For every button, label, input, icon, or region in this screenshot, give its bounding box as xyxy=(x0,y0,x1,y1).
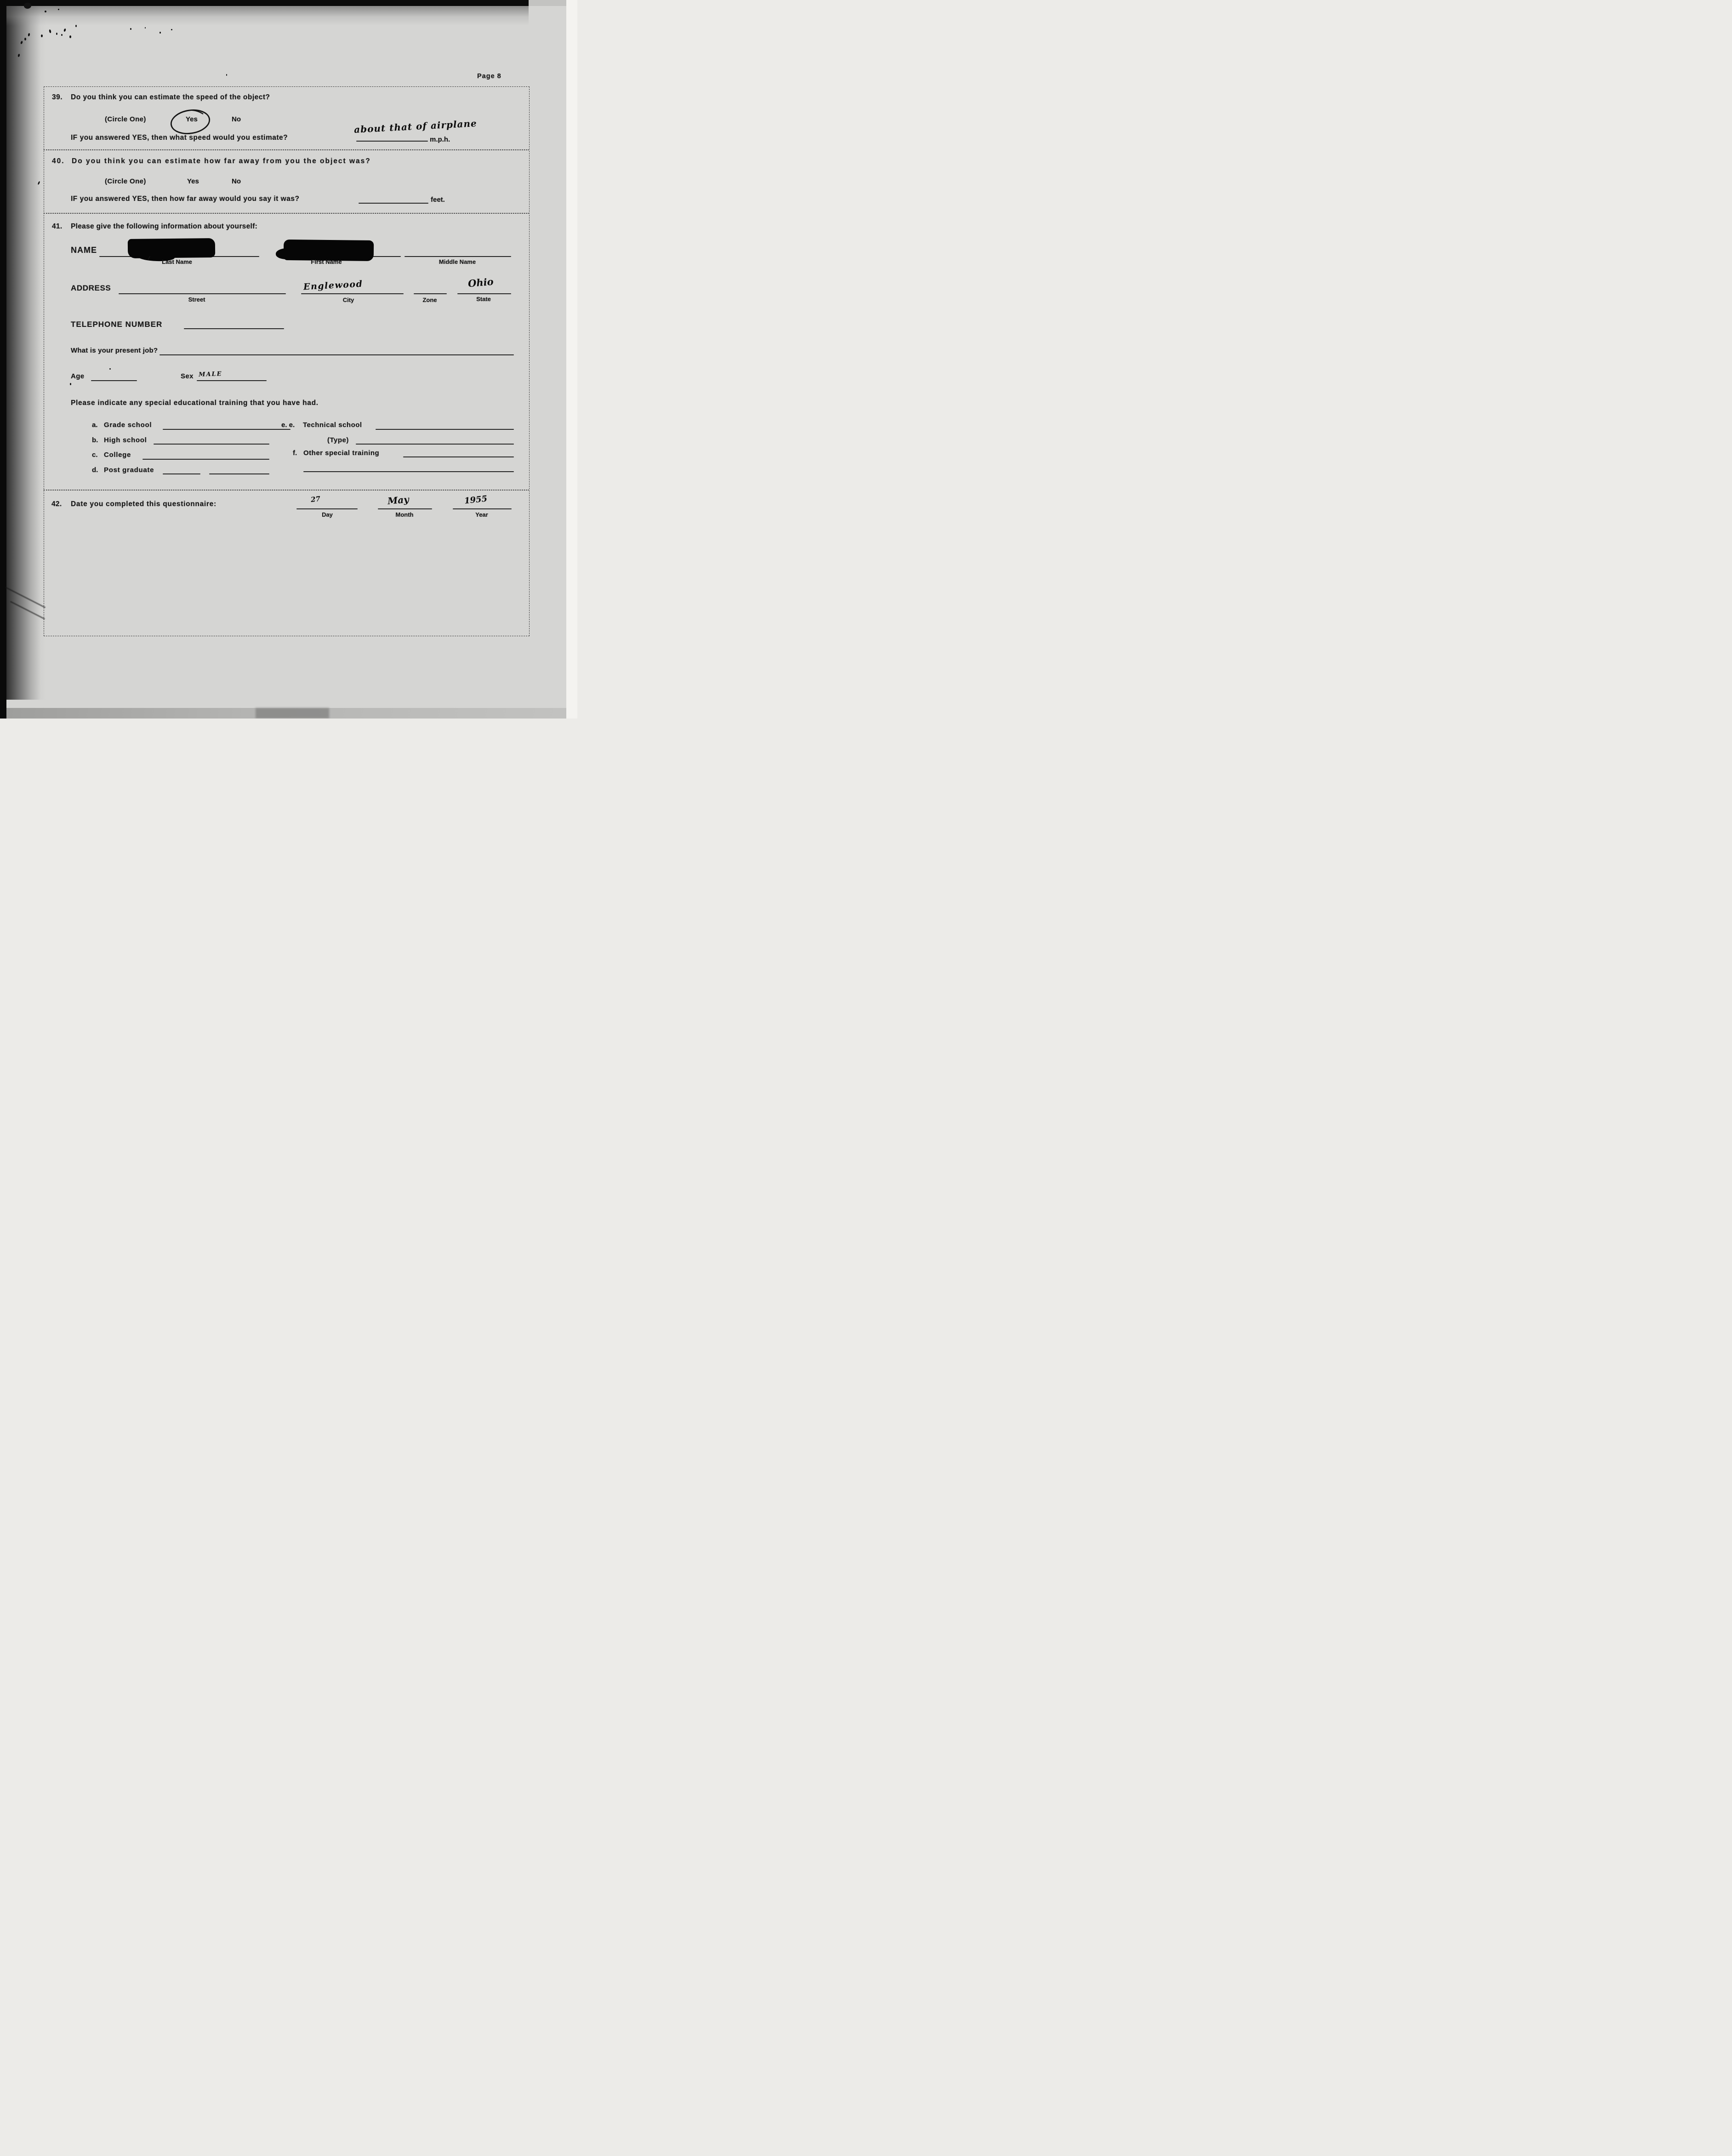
handwritten-year: 1955 xyxy=(464,494,488,506)
answer-no: No xyxy=(232,115,241,123)
speck xyxy=(61,34,63,36)
answer-yes: Yes xyxy=(187,177,199,185)
handwritten-speed-answer: about that of airplane xyxy=(353,118,478,135)
telephone-line xyxy=(184,328,284,329)
speck xyxy=(41,34,43,37)
speck xyxy=(145,27,146,29)
mph-unit: m.p.h. xyxy=(430,136,450,143)
edu-e-line xyxy=(376,429,514,430)
edu-b-key: b. xyxy=(92,436,98,444)
edu-a-line xyxy=(163,429,291,430)
state-line xyxy=(457,293,511,294)
edu-d-line-2 xyxy=(209,473,269,474)
age-label: Age xyxy=(71,372,85,380)
middle-name-caption: Middle Name xyxy=(439,258,476,265)
edu-type-line xyxy=(356,444,514,445)
speck xyxy=(226,74,227,76)
year-caption: Year xyxy=(475,511,488,518)
distance-answer-line xyxy=(359,203,428,204)
edu-f-label: Other special training xyxy=(303,449,380,457)
answer-yes: Yes xyxy=(186,115,198,123)
speck xyxy=(69,35,71,38)
answer-no: No xyxy=(232,177,241,185)
edu-c-line xyxy=(142,459,269,460)
question-number: 41. xyxy=(52,222,63,230)
speck xyxy=(130,28,131,30)
age-line xyxy=(91,380,137,381)
handwritten-sex: male xyxy=(198,368,222,379)
speck xyxy=(160,32,161,34)
question-number: 39. xyxy=(52,93,63,101)
speck xyxy=(58,9,59,10)
street-caption: Street xyxy=(188,296,205,303)
edu-e-label: Technical school xyxy=(303,421,362,429)
edu-b-label: High school xyxy=(104,436,147,444)
question-text: Date you completed this questionnaire: xyxy=(71,500,216,508)
film-edge-top-right xyxy=(529,0,566,6)
edu-c-label: College xyxy=(104,451,131,459)
month-line xyxy=(378,508,432,509)
zone-line xyxy=(414,293,447,294)
speed-answer-line xyxy=(356,141,428,142)
street-line xyxy=(119,293,286,294)
question-text: Please give the following information about yourself: xyxy=(71,222,258,230)
edu-b-line xyxy=(154,444,269,445)
job-label: What is your present job? xyxy=(71,347,158,354)
middle-name-line xyxy=(405,256,511,257)
film-edge-left xyxy=(0,0,6,719)
section-separator xyxy=(44,213,529,214)
circle-one-label: (Circle One) xyxy=(105,115,146,123)
year-line xyxy=(453,508,512,509)
speck xyxy=(75,25,77,27)
handwritten-city: Englewood xyxy=(303,279,363,292)
scan-smudge xyxy=(256,708,329,719)
question-number: 40. xyxy=(52,157,65,165)
speck xyxy=(45,11,46,12)
feet-unit: feet. xyxy=(431,196,445,204)
form-border xyxy=(44,86,530,636)
handwritten-day: 27 xyxy=(310,494,321,504)
name-label: NAME xyxy=(71,245,97,255)
sex-label: Sex xyxy=(181,372,194,380)
address-label: ADDRESS xyxy=(71,284,111,292)
speck xyxy=(56,33,57,35)
edu-f-key: f. xyxy=(293,449,297,457)
speck xyxy=(24,38,26,40)
speck xyxy=(171,29,172,30)
section-separator xyxy=(44,490,529,491)
question-text: Do you think you can estimate how far away from you the object was? xyxy=(72,157,371,165)
last-name-caption: Last Name xyxy=(162,258,192,265)
city-line xyxy=(301,293,404,294)
edu-d-line-1 xyxy=(163,473,200,474)
handwritten-month: May xyxy=(387,494,410,507)
day-line xyxy=(296,508,358,509)
edu-d-label: Post graduate xyxy=(104,466,154,474)
hand-drawn-circle xyxy=(169,108,211,135)
edu-e-key: e. e. xyxy=(281,421,295,429)
handwritten-state: Ohio xyxy=(467,275,494,290)
edu-a-label: Grade school xyxy=(104,421,152,429)
page-number: Page 8 xyxy=(477,73,501,80)
month-caption: Month xyxy=(395,511,414,518)
edu-f-line-2 xyxy=(303,471,514,472)
followup-text: IF you answered YES, then how far away would you say it was? xyxy=(71,195,300,203)
followup-text: IF you answered YES, then what speed would you estimate? xyxy=(71,134,288,142)
sex-line xyxy=(197,380,267,381)
scanned-questionnaire-page xyxy=(0,0,577,719)
film-edge-top xyxy=(0,0,529,6)
edu-a-key: a. xyxy=(92,421,98,429)
edu-f-line xyxy=(403,456,514,457)
question-number: 42. xyxy=(51,500,62,508)
job-line xyxy=(160,354,514,355)
film-edge-right xyxy=(566,0,577,719)
edu-c-key: c. xyxy=(92,451,98,459)
edu-d-key: d. xyxy=(92,466,98,474)
section-separator xyxy=(44,149,529,150)
scan-shadow-top xyxy=(6,6,529,26)
circle-one-label: (Circle One) xyxy=(105,177,146,185)
state-caption: State xyxy=(476,296,491,302)
city-caption: City xyxy=(342,297,354,303)
telephone-label: TELEPHONE NUMBER xyxy=(71,320,163,329)
scan-shadow-left xyxy=(6,6,46,700)
edu-type-label: (Type) xyxy=(327,436,349,444)
zone-caption: Zone xyxy=(422,297,437,303)
day-caption: Day xyxy=(322,511,333,518)
question-text: Do you think you can estimate the speed of the object? xyxy=(71,93,270,101)
first-name-caption: First Name xyxy=(311,258,342,265)
education-intro: Please indicate any special educational training that you have had. xyxy=(71,399,319,407)
